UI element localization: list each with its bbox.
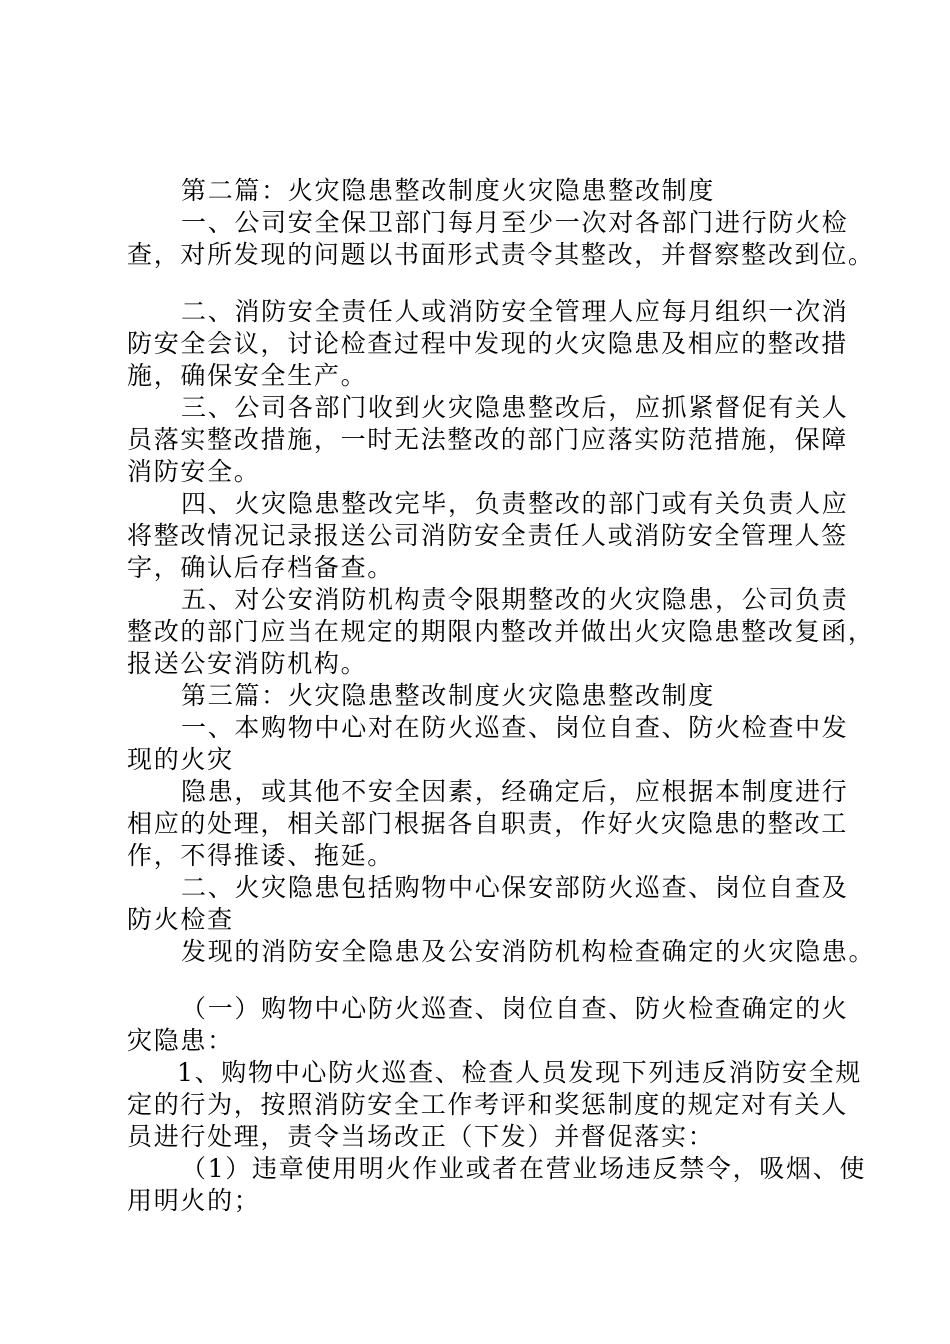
paragraph-line: 一、公司安全保卫部门每月至少一次对各部门进行防火检 [181, 208, 849, 237]
paragraph-line: 施，确保安全生产。 [127, 361, 368, 390]
paragraph-line: 相应的处理，相关部门根据各自职责，作好火灾隐患的整改工 [127, 809, 848, 838]
paragraph-line: 二、消防安全责任人或消防安全管理人应每月组织一次消 [181, 297, 849, 326]
paragraph-line: 定的行为，按照消防安全工作考评和奖惩制度的规定对有关人 [127, 1090, 848, 1119]
section-heading-3: 第三篇：火灾隐患整改制度火灾隐患整改制度 [181, 681, 716, 710]
paragraph-line: 字，确认后存档备查。 [127, 553, 395, 582]
paragraph-line: 防安全会议，讨论检查过程中发现的火灾隐患及相应的整改措 [127, 329, 848, 358]
paragraph-line: 三、公司各部门收到火灾隐患整改后，应抓紧督促有关人 [181, 393, 849, 422]
paragraph-line: （一）购物中心防火巡查、岗位自查、防火检查确定的火 [181, 994, 849, 1023]
paragraph-line: 四、火灾隐患整改完毕，负责整改的部门或有关负责人应 [181, 489, 849, 518]
paragraph-line: 防火检查 [127, 905, 234, 934]
paragraph-line: 报送公安消防机构。 [127, 649, 368, 678]
paragraph-line: 隐患，或其他不安全因素，经确定后，应根据本制度进行 [181, 777, 849, 806]
paragraph-line: 一、本购物中心对在防火巡查、岗位自查、防火检查中发 [181, 713, 849, 742]
paragraph-line: （1）违章使用明火作业或者在营业场违反禁令，吸烟、使 [181, 1154, 867, 1183]
paragraph-line: 现的火灾 [127, 745, 234, 774]
paragraph-line: 发现的消防安全隐患及公安消防机构检查确定的火灾隐患。 [181, 937, 876, 966]
paragraph-line: 五、对公安消防机构责令限期整改的火灾隐患，公司负责 [181, 585, 849, 614]
paragraph-line: 查，对所发现的问题以书面形式责令其整改，并督察整改到位。 [127, 240, 875, 269]
paragraph-line: 用明火的； [127, 1186, 261, 1215]
paragraph-line: 作，不得推诿、拖延。 [127, 841, 395, 870]
paragraph-line: 员落实整改措施，一时无法整改的部门应落实防范措施，保障 [127, 425, 848, 454]
paragraph-line: 1、购物中心防火巡查、检查人员发现下列违反消防安全规 [177, 1058, 863, 1087]
paragraph-line: 员进行处理，责令当场改正（下发）并督促落实： [127, 1122, 715, 1151]
section-heading-2: 第二篇：火灾隐患整改制度火灾隐患整改制度 [181, 176, 716, 205]
paragraph-line: 整改的部门应当在规定的期限内整改并做出火灾隐患整改复函， [127, 617, 875, 646]
paragraph-line: 二、火灾隐患包括购物中心保安部防火巡查、岗位自查及 [181, 873, 849, 902]
paragraph-line: 将整改情况记录报送公司消防安全责任人或消防安全管理人签 [127, 521, 848, 550]
paragraph-line: 灾隐患： [127, 1026, 234, 1055]
paragraph-line: 消防安全。 [127, 457, 261, 486]
